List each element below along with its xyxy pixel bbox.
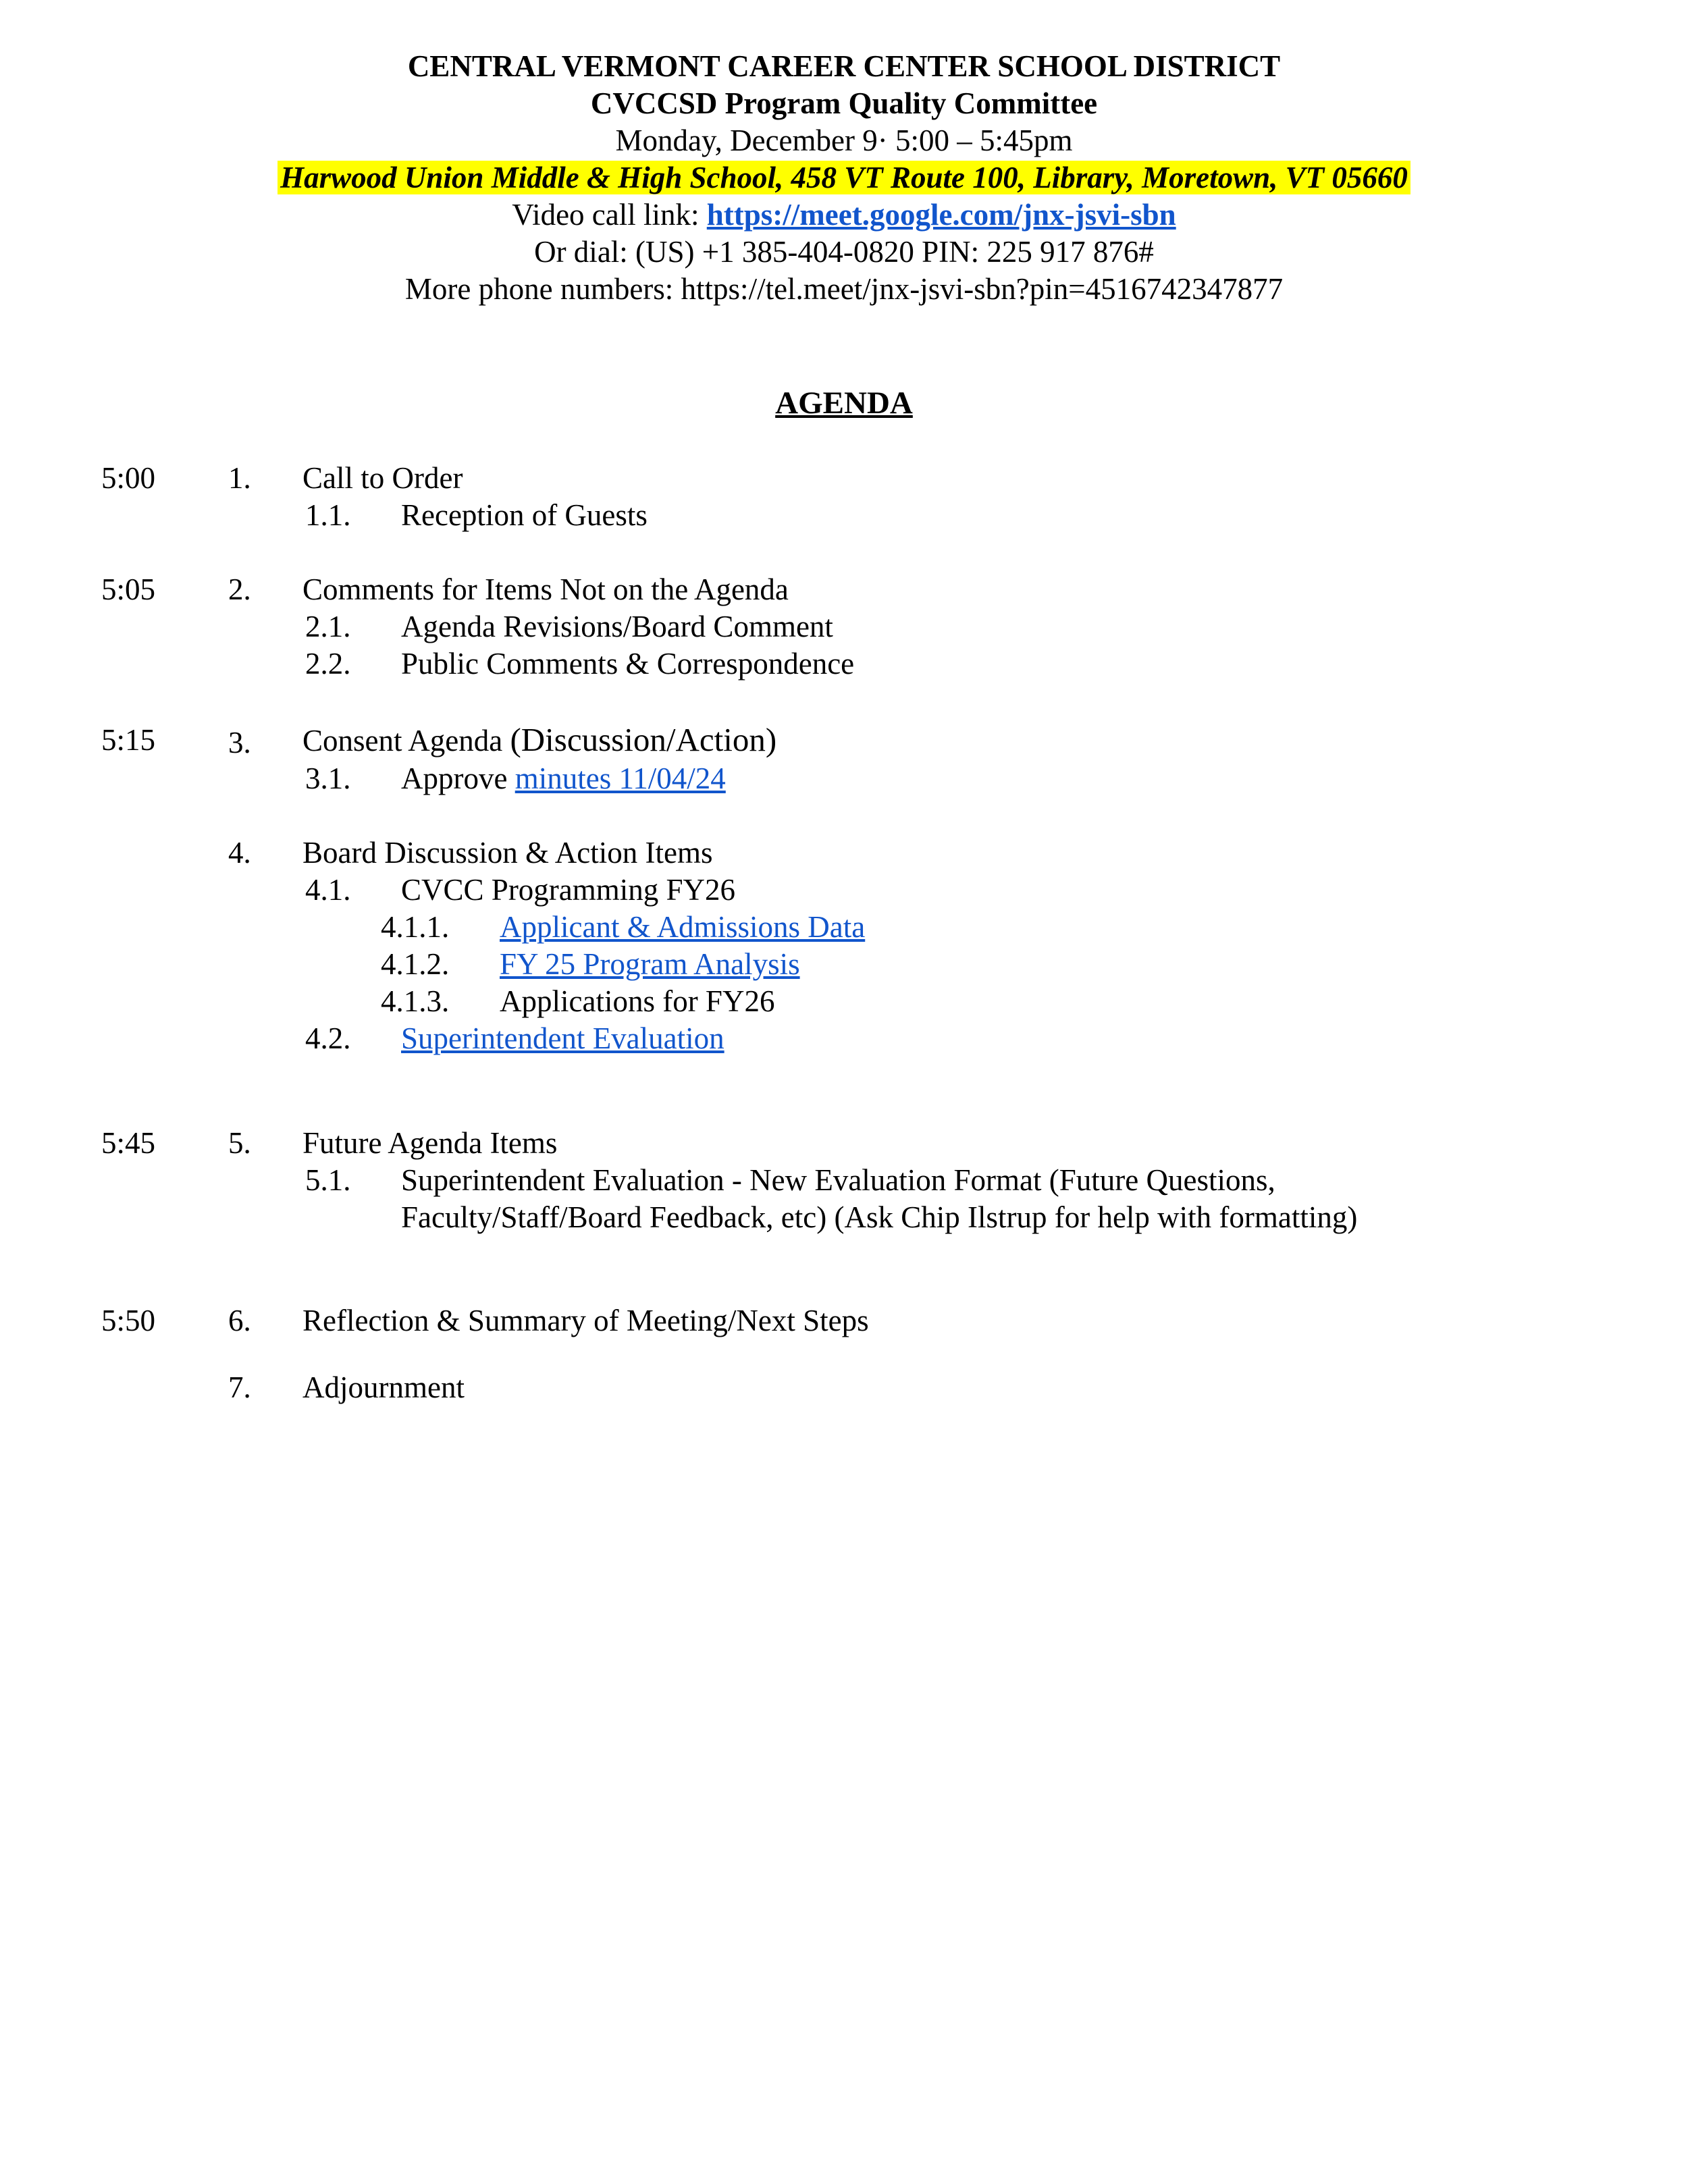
item-2-text: Comments for Items Not on the Agenda bbox=[302, 572, 789, 606]
more-phone-numbers: More phone numbers: https://tel.meet/jnx-jsvi-sbn?pin=4516742347877 bbox=[404, 272, 1284, 306]
item-3-line bbox=[302, 721, 776, 760]
item-1-1-number: 1.1. bbox=[305, 498, 351, 532]
video-call-label: Video call link: bbox=[512, 198, 707, 232]
item-4-number: 4. bbox=[228, 836, 251, 870]
item-4-1-3-number: 4.1.3. bbox=[381, 984, 450, 1018]
program-analysis-link[interactable]: FY 25 Program Analysis bbox=[500, 947, 800, 981]
item-1-time: 5:00 bbox=[101, 461, 156, 495]
agenda-title: AGENDA bbox=[775, 385, 913, 421]
item-2-1-text: Agenda Revisions/Board Comment bbox=[401, 610, 833, 643]
item-6-number: 6. bbox=[228, 1304, 251, 1337]
item-1-number: 1. bbox=[228, 461, 251, 495]
minutes-link[interactable]: minutes 11/04/24 bbox=[515, 762, 726, 795]
item-6-time: 5:50 bbox=[101, 1304, 156, 1337]
item-6-text: Reflection & Summary of Meeting/Next Steps bbox=[302, 1304, 869, 1337]
item-3-time: 5:15 bbox=[101, 723, 156, 757]
item-3-discussion-action: (Discussion/Action) bbox=[510, 721, 777, 758]
item-7-number: 7. bbox=[228, 1370, 251, 1404]
item-4-2-number: 4.2. bbox=[305, 1021, 351, 1055]
item-4-1-1-number: 4.1.1. bbox=[381, 910, 450, 944]
item-1-text: Call to Order bbox=[302, 461, 463, 495]
item-5-1-text-line2: Faculty/Staff/Board Feedback, etc) (Ask Chip Ilstrup for help with formatting) bbox=[401, 1200, 1358, 1234]
item-5-number: 5. bbox=[228, 1126, 251, 1160]
item-4-1-3-text: Applications for FY26 bbox=[500, 984, 775, 1018]
item-5-1-number: 5.1. bbox=[305, 1163, 351, 1197]
meeting-location-line bbox=[0, 159, 1688, 196]
item-3-number: 3. bbox=[228, 726, 251, 760]
item-4-1-text: CVCC Programming FY26 bbox=[401, 873, 736, 907]
item-2-2-text: Public Comments & Correspondence bbox=[401, 647, 855, 681]
item-7-text: Adjournment bbox=[302, 1370, 465, 1404]
item-5-text: Future Agenda Items bbox=[302, 1126, 558, 1160]
item-5-1-text-line1: Superintendent Evaluation - New Evaluation Format (Future Questions, bbox=[401, 1163, 1275, 1197]
item-3-1-number: 3.1. bbox=[305, 762, 351, 795]
meeting-location: Harwood Union Middle & High School, 458 VT Route 100, Library, Moretown, VT 05660 bbox=[278, 161, 1410, 194]
item-4-1-number: 4.1. bbox=[305, 873, 351, 907]
committee-name: CVCCSD Program Quality Committee bbox=[590, 86, 1098, 120]
district-name: CENTRAL VERMONT CAREER CENTER SCHOOL DISTRICT bbox=[407, 49, 1281, 83]
item-2-1-number: 2.1. bbox=[305, 610, 351, 643]
item-2-number: 2. bbox=[228, 572, 251, 606]
item-4-1-2-number: 4.1.2. bbox=[381, 947, 450, 981]
applicant-admissions-link[interactable]: Applicant & Admissions Data bbox=[500, 910, 866, 944]
dial-in-info: Or dial: (US) +1 385-404-0820 PIN: 225 917 876# bbox=[534, 235, 1154, 269]
video-call-line bbox=[0, 196, 1688, 234]
meeting-datetime: Monday, December 9· 5:00 – 5:45pm bbox=[615, 124, 1073, 157]
item-3-1-text: Approve bbox=[401, 762, 515, 795]
item-3-text: Consent Agenda bbox=[302, 724, 510, 757]
item-2-time: 5:05 bbox=[101, 572, 156, 606]
superintendent-evaluation-link[interactable]: Superintendent Evaluation bbox=[401, 1021, 724, 1055]
item-2-2-number: 2.2. bbox=[305, 647, 351, 681]
video-call-link[interactable]: https://meet.google.com/jnx-jsvi-sbn bbox=[706, 198, 1176, 232]
item-1-1-text: Reception of Guests bbox=[401, 498, 648, 532]
item-4-text: Board Discussion & Action Items bbox=[302, 836, 713, 870]
item-5-time: 5:45 bbox=[101, 1126, 156, 1160]
item-3-1-line bbox=[401, 760, 726, 797]
